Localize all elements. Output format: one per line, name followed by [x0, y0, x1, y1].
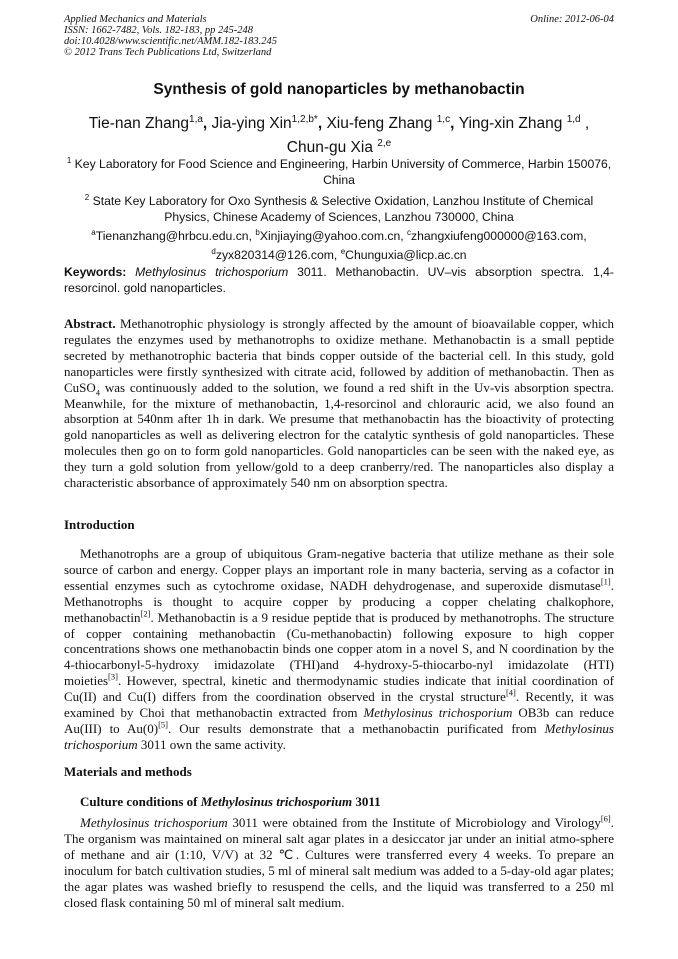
- citation: [2]: [140, 608, 151, 619]
- abstract-label: Abstract.: [64, 316, 116, 331]
- copyright-line: © 2012 Trans Tech Publications Ltd, Switzerland: [64, 47, 272, 58]
- citation: [1]: [600, 576, 611, 587]
- keywords: Keywords: Methylosinus trichosporium 3011. Methanobactin. UV–vis absorption spectra. 1,4-resorcinol. gold nanoparticles.: [64, 265, 614, 295]
- paper-title: Synthesis of gold nanoparticles by methanobactin: [153, 81, 525, 98]
- author-name: Chun-gu Xia: [286, 139, 378, 157]
- methods-paragraph: Methylosinus trichosporium 3011 were obtained from the Institute of Microbiology and Virology[6]. The organism was maintained on mineral salt agar plates in a desiccator jar under an initial atmo-sphere of methane and air (1:10, V/V) at 32 ℃. Cultures were transferred every 4 weeks. To prepare an inoculum for batch cultivation studies, 5 ml of mineral salt medium was added to a 5-day-old agar plates; the agar plates was washed briefly to resuspend the cells, and the liquid was transferred to a 250 ml closed flask containing 50 ml of mineral salt medium.: [64, 813, 614, 910]
- citation: [4]: [505, 687, 516, 698]
- section-heading-introduction: Introduction: [64, 517, 135, 532]
- abstract: Abstract. Methanotrophic physiology is strongly affected by the amount of bioavailable copper, which regulates the enzymes used by methanotrophs to oxidize methane. Methanobactin is a small peptide secreted by methanotrophic bacteria that binds copper outside of the bacterial cell. In this study, gold nanoparticles were firstly synthesized with citrate acid, followed by addition of methanobactin. Then as CuSO$_4$ was continuously added to the solution, we found a red shift in the Uv-vis absorption spectra. Meanwhile, for the mixture of methanobactin, 1,4-resorcinol and chlorauric acid, we also found an absorption at 540nm after 1h in dark. We presume that methanobactin has the bioactivity of protecting gold nanoparticles as well as delivering electron for the catalytic synthesis of gold nanoparticles. These molecules then go on to form gold nanoparticles. Gold nanoparticles can be seen with the naked eye, as they turn a gold solution from yellow/gold to a deep cranberry/red. The nanoparticles also display a characteristic absorbance of approximately 540 nm on absorption spectra.: [64, 316, 614, 491]
- affiliation-2: $^2$ State Key Laboratory for Oxo Synthesis & Selective Oxidation, Lanzhou Institute of Chemical Physics, Chinese Academy of Sciences, Lanzhou 730000, China: [84, 193, 594, 225]
- introduction-paragraph: Methanotrophs are a group of ubiquitous Gram-negative bacteria that utilize methane as their sole source of carbon and energy. Copper plays an important role in many bacteria, serving as a cofactor in essential enzymes such as cytochrome oxidase, NADH dehydrogenase, and superoxide dismutase[1]. Methanotrophs is thought to acquire copper by producing a copper chelating chalkophore, methanobactin[2]. Methanobactin is a 9 residue peptide that is produced by methanotrophs. The structure of copper containing methanobactin (Cu-methanobactin) following exposure to high copper concentrations shows one methanobactin binds one copper atom in a novel S, and N coordination by the 4-thiocarbonyl-5-hydroxy imidazolate (THI)and 4-hydroxy-5-thiocarbo-nyl imidazolate (HTI) moieties[3]. However, spectral, kinetic and thermodynamic studies indicate that initial coordination of Cu(II) and Cu(I) differs from the coordination observed in the crystal structure[4]. Recently, it was examined by Choi that methanobactin extracted from Methylosinus trichosporium OB3b can reduce Au(III) to Au(0)[5]. Our results demonstrate that a methanobactin purificated from Methylosinus trichosporium 3011 own the same activity.: [64, 546, 614, 752]
- email-list: $^a$Tienanzhang@hrbcu.edu.cn, $^b$Xinjiaying@yahoo.com.cn, $^c$zhangxiufeng000000@163.com, $^d$zyx820314@126.com, $^e$Chunguxia@licp.ac.cn: [91, 228, 587, 263]
- author-affil-mark: 1,d: [566, 114, 581, 125]
- author-name: Xiu-feng Zhang: [326, 115, 437, 133]
- journal-header: [64, 14, 277, 58]
- keywords-label: Keywords:: [64, 265, 127, 279]
- doi-line: doi:10.4028/www.scientific.net/AMM.182-183.245: [64, 36, 277, 47]
- author-affil-mark: 1,c: [436, 114, 451, 125]
- subsection-heading-culture: Culture conditions of Methylosinus trichosporium 3011: [80, 794, 381, 809]
- citation: [5]: [158, 719, 168, 730]
- issn-line: ISSN: 1662-7482, Vols. 182-183, pp 245-248: [64, 25, 253, 36]
- author-affil-mark: 1,a: [189, 114, 203, 125]
- citation: [6]: [600, 813, 611, 824]
- affiliation-1: $^1$ Key Laboratory for Food Science and Engineering, Harbin University of Commerce, Harbin 150076, China: [66, 156, 612, 188]
- author-name: Jia-ying Xin: [211, 115, 292, 133]
- author-list: Tie-nan Zhang$^{1,a}$, Jia-ying Xin$^{1,2,b*}$, Xiu-feng Zhang $^{1,c}$, Ying-xin Zhang $^{1,d}$ , Chun-gu Xia $^{2,e}$: [88, 114, 590, 157]
- citation: [3]: [108, 671, 118, 682]
- online-date: Online: 2012-06-04: [530, 14, 614, 25]
- journal-name: Applied Mechanics and Materials: [64, 14, 207, 25]
- author-name: Ying-xin Zhang: [458, 115, 567, 133]
- author-affil-mark: 1,2,b*: [291, 114, 318, 125]
- author-name: Tie-nan Zhang: [88, 115, 190, 133]
- section-heading-materials-methods: Materials and methods: [64, 764, 192, 779]
- author-affil-mark: 2,e: [377, 138, 392, 150]
